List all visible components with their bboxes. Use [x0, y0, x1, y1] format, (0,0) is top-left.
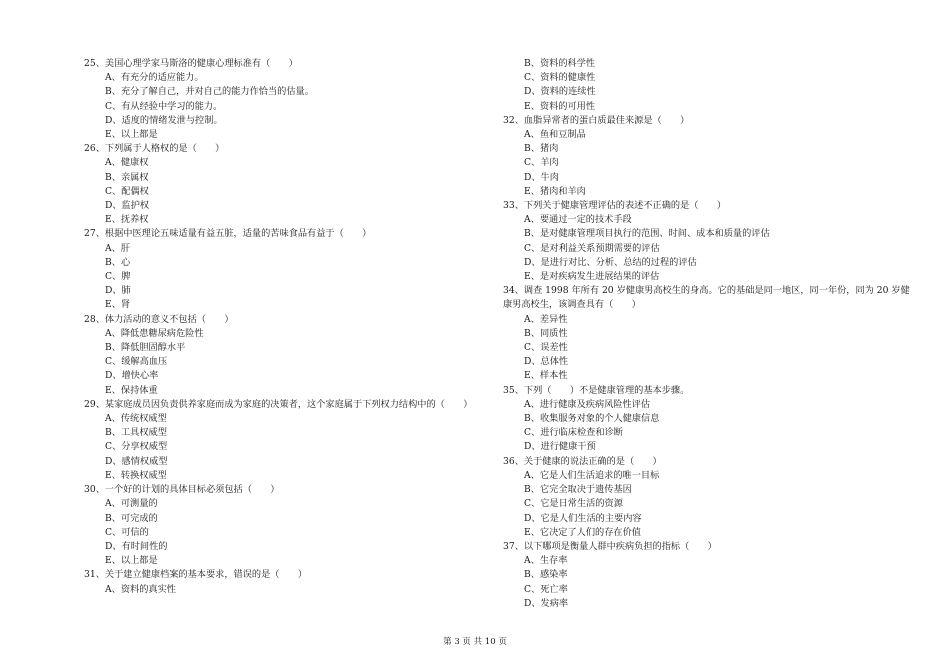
answer-option: A、健康权	[105, 157, 149, 169]
answer-option: E、以上都是	[105, 555, 158, 567]
answer-option: D、进行健康干预	[524, 441, 596, 453]
answer-option: B、收集服务对象的个人健康信息	[524, 413, 660, 425]
answer-option: E、保持体重	[105, 384, 158, 396]
answer-option: C、死亡率	[524, 583, 568, 595]
answer-option: E、转换权威型	[105, 469, 167, 481]
answer-option: D、发病率	[524, 597, 569, 609]
question-stem: 33、下列关于健康管理评估的表述不正确的是（ ）	[503, 200, 727, 212]
answer-option: A、资料的真实性	[105, 583, 176, 595]
answer-option: E、它决定了人们的存在价值	[524, 526, 641, 538]
question-stem: 36、关于健康的说法正确的是（ ）	[503, 455, 662, 467]
answer-option: C、资料的健康性	[524, 72, 596, 84]
answer-option: C、配偶权	[105, 185, 149, 197]
question-stem: 30、一个好的计划的具体目标必须包括（ ）	[84, 484, 280, 496]
answer-option: C、缓解高血压	[105, 356, 168, 368]
answer-option: B、亲属权	[105, 171, 149, 183]
answer-option: A、生存率	[524, 555, 568, 567]
answer-option: A、可测量的	[105, 498, 158, 510]
answer-option: A、降低患糖尿病危险性	[105, 327, 204, 339]
answer-option: C、可信的	[105, 526, 149, 538]
answer-option: C、脾	[105, 271, 131, 283]
answer-option: A、差异性	[524, 313, 568, 325]
answer-option: B、同质性	[524, 327, 568, 339]
answer-option: D、监护权	[105, 200, 150, 212]
page-footer: 第 3 页 共 10 页	[443, 637, 507, 647]
question-stem: 32、血脂异常者的蛋白质最佳来源是（ ）	[503, 114, 690, 126]
question-stem: 29、某家庭成员因负责供养家庭而成为家庭的决策者，这个家庭属于下列权力结构中的（ ）	[84, 398, 473, 410]
answer-option: E、抚养权	[105, 214, 149, 226]
answer-option: B、资料的科学性	[524, 58, 596, 69]
answer-option: E、以上都是	[105, 129, 158, 141]
answer-option: D、资料的连续性	[524, 86, 596, 98]
answer-option: B、感染率	[524, 569, 568, 581]
answer-option: D、感情权威型	[105, 455, 168, 467]
answer-option: C、分享权威型	[105, 441, 168, 453]
answer-option: B、它完全取决于遗传基因	[524, 484, 632, 496]
answer-option: A、进行健康及疾病风险性评估	[524, 398, 651, 410]
answer-option: B、工具权威型	[105, 427, 167, 439]
answer-option: C、它是日常生活的资源	[524, 498, 623, 510]
answer-option: B、可完成的	[105, 512, 158, 524]
answer-option: A、它是人们生活追求的唯一目标	[524, 469, 660, 481]
answer-option: A、要通过一定的技术手段	[524, 214, 632, 226]
answer-option: D、总体性	[524, 356, 569, 368]
question-stem: 34、调查 1998 年所有 20 岁健康男高校生的身高。它的基础是同一地区，同一年份，同为 20 岁健康男高校生，该调查具有（ ）	[503, 285, 910, 311]
answer-option: E、资料的可用性	[524, 100, 596, 112]
answer-option: A、肝	[105, 242, 131, 254]
question-stem: 37、以下哪项是衡量人群中疾病负担的指标（ ）	[503, 540, 717, 552]
right-column	[503, 57, 915, 611]
answer-option: C、有从经验中学习的能力。	[105, 100, 223, 112]
question-stem: 35、下列（ ）不是健康管理的基本步骤。	[503, 384, 690, 396]
answer-option: C、是对利益关系预期需要的评估	[524, 242, 660, 254]
answer-option: D、肺	[105, 285, 131, 297]
question-stem: 25、美国心理学家马斯洛的健康心理标准有（ ）	[84, 58, 298, 69]
answer-option: D、增快心率	[105, 370, 159, 382]
question-stem: 27、根据中医理论五味适量有益五脏，适量的苦味食品有益于（ ）	[84, 228, 372, 240]
answer-option: B、降低胆固醇水平	[105, 342, 186, 354]
answer-option: D、适度的情绪发泄与控制。	[105, 114, 223, 126]
answer-option: B、是对健康管理项目执行的范围、时间、成本和质量的评估	[524, 228, 770, 240]
question-stem: 31、关于建立健康档案的基本要求，错误的是（ ）	[84, 569, 308, 581]
answer-option: B、心	[105, 256, 131, 268]
answer-option: E、猪肉和羊肉	[524, 185, 586, 197]
answer-option: A、有充分的适应能力。	[105, 72, 204, 84]
answer-option: E、肾	[105, 299, 131, 311]
answer-option: C、羊肉	[524, 157, 559, 169]
answer-option: E、是对疾病发生进展结果的评估	[524, 271, 660, 283]
answer-option: C、误差性	[524, 342, 568, 354]
answer-option: A、鱼和豆制品	[524, 129, 586, 141]
answer-option: C、进行临床检查和诊断	[524, 427, 623, 439]
answer-option: D、它是人们生活的主要内容	[524, 512, 642, 524]
answer-option: B、充分了解自己，并对自己的能力作恰当的估量。	[105, 86, 314, 98]
answer-option: B、猪肉	[524, 143, 559, 155]
left-column	[84, 57, 490, 597]
answer-option: A、传统权威型	[105, 413, 167, 425]
answer-option: D、牛肉	[524, 171, 559, 183]
question-stem: 26、下列属于人格权的是（ ）	[84, 143, 225, 155]
answer-option: E、样本性	[524, 370, 568, 382]
answer-option: D、是进行对比、分析、总结的过程的评估	[524, 256, 697, 268]
question-stem: 28、体力活动的意义不包括（ ）	[84, 313, 234, 325]
answer-option: D、有时间性的	[105, 540, 168, 552]
